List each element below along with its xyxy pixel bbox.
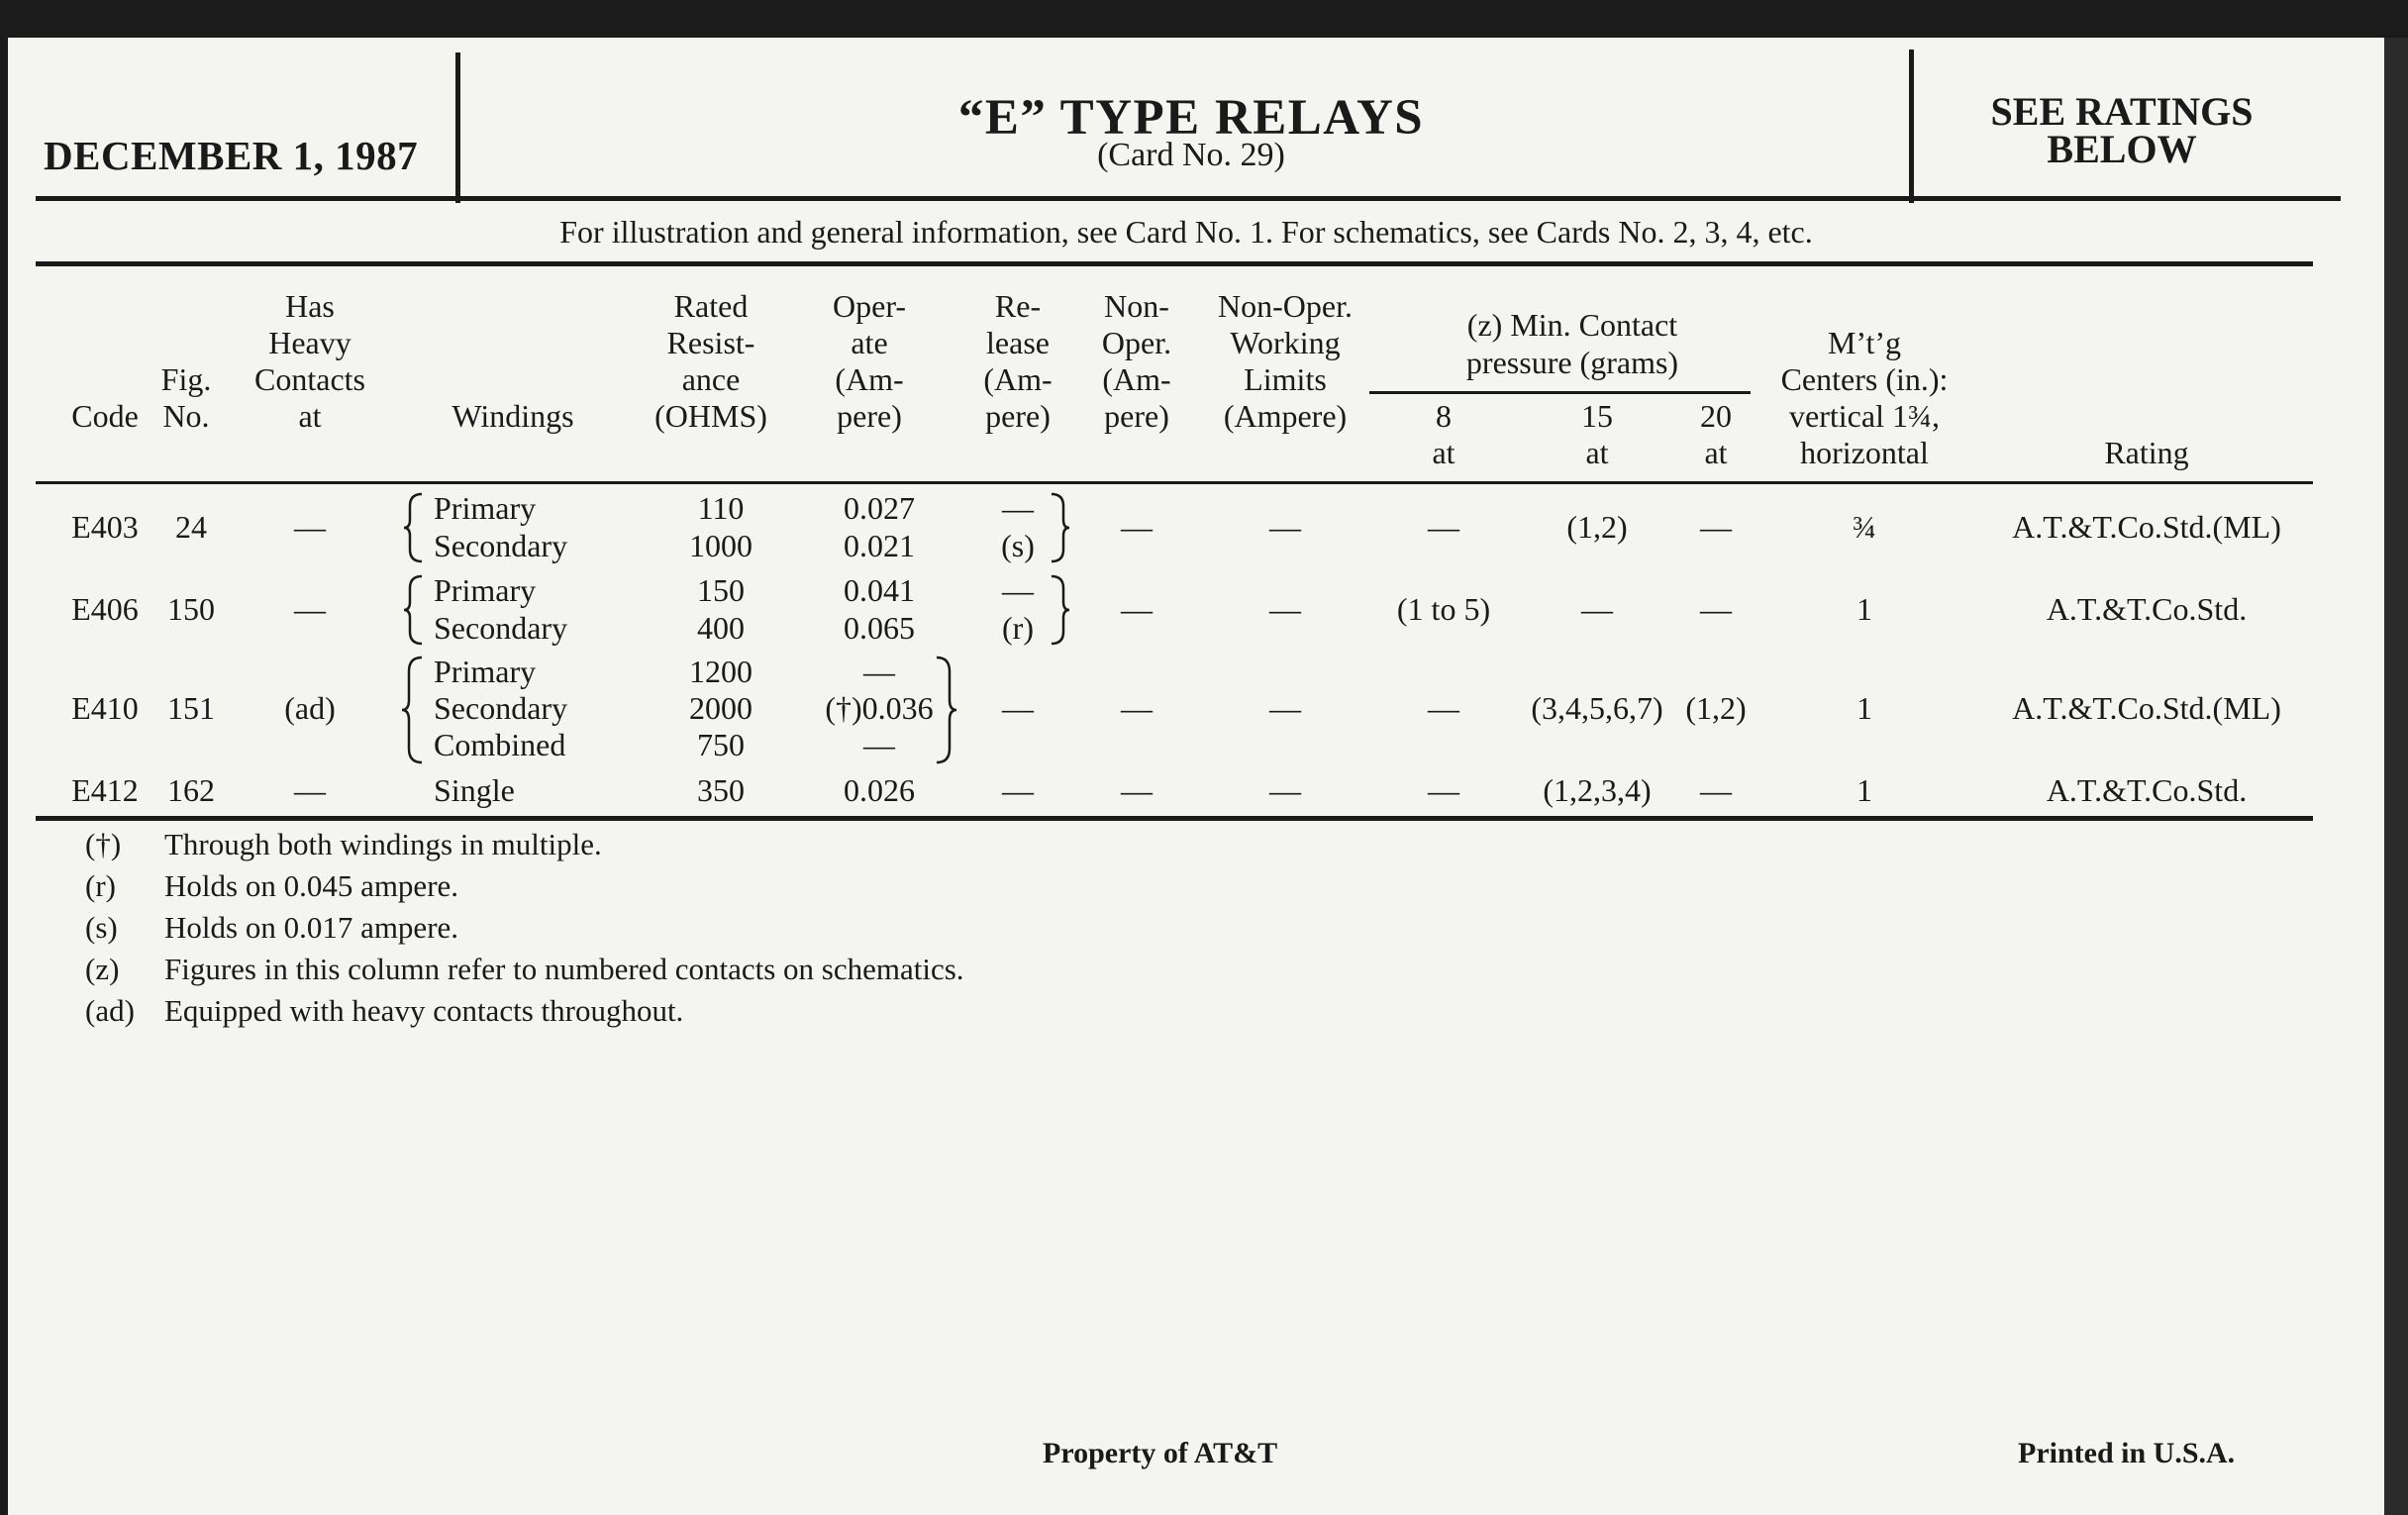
cell-fig: 150 bbox=[167, 591, 215, 627]
cell-mtg: ¾ bbox=[1853, 509, 1876, 545]
cell-p8: — bbox=[1428, 772, 1459, 808]
col-release-l2: lease bbox=[986, 325, 1050, 360]
col-nonoper-l1: Non- bbox=[1104, 288, 1169, 324]
table-bottom-rule bbox=[36, 816, 2313, 821]
cell-release: (r) bbox=[1002, 610, 1034, 646]
col-resist-l2: Resist- bbox=[666, 325, 755, 360]
cell-operate: — bbox=[863, 654, 895, 689]
cell-nonoper: — bbox=[1121, 772, 1153, 808]
cell-limits: — bbox=[1269, 509, 1301, 545]
cell-release: — bbox=[1002, 690, 1034, 726]
cell-release: — bbox=[1002, 772, 1034, 808]
cell-p15: (1,2) bbox=[1566, 509, 1628, 545]
col-p8-l2: at bbox=[1432, 435, 1455, 470]
col-heavy-l3: Contacts bbox=[254, 361, 365, 397]
col-mtg-l2: Centers (in.): bbox=[1780, 361, 1949, 397]
cell-heavy: — bbox=[294, 509, 326, 545]
footnote-text: Figures in this column refer to numbered contacts on schematics. bbox=[164, 952, 964, 986]
cell-rating: A.T.&T.Co.Std. bbox=[2046, 591, 2248, 627]
cell-p20: — bbox=[1700, 591, 1732, 627]
cell-code: E403 bbox=[71, 509, 139, 545]
cell-p15: (3,4,5,6,7) bbox=[1531, 690, 1663, 726]
card-title: “E” TYPE RELAYS bbox=[957, 90, 1425, 146]
col-heavy bbox=[231, 288, 389, 435]
col-p20-l2: at bbox=[1704, 435, 1728, 470]
cell-p15: (1,2,3,4) bbox=[1543, 772, 1652, 808]
footnote-mark: (ad) bbox=[85, 993, 135, 1028]
cell-fig: 151 bbox=[167, 690, 215, 726]
brace-right-icon bbox=[931, 654, 958, 766]
brace-right-icon bbox=[1048, 572, 1073, 648]
cell-nonoper: — bbox=[1121, 690, 1153, 726]
scan-edge bbox=[2384, 38, 2408, 1515]
cell-p8: — bbox=[1428, 690, 1459, 726]
col-limits-l1: Non-Oper. bbox=[1218, 288, 1353, 324]
cell-nonoper: — bbox=[1121, 509, 1153, 545]
cell-mtg: 1 bbox=[1856, 772, 1872, 808]
col-operate-l2: ate bbox=[851, 325, 888, 360]
see-ratings bbox=[1919, 89, 2325, 171]
cell-nonoper: — bbox=[1121, 591, 1153, 627]
card-date: DECEMBER 1, 1987 bbox=[44, 133, 419, 178]
footnote-text: Through both windings in multiple. bbox=[164, 827, 602, 861]
cell-rating: A.T.&T.Co.Std.(ML) bbox=[2012, 509, 2281, 545]
cell-release: (s) bbox=[1001, 528, 1035, 563]
col-windings bbox=[424, 398, 602, 435]
col-code bbox=[55, 398, 154, 435]
col-nonoper-l4: pere) bbox=[1104, 398, 1169, 434]
see-ratings-line1: SEE RATINGS bbox=[1990, 89, 2254, 134]
cell-p20: — bbox=[1700, 509, 1732, 545]
cell-rating: A.T.&T.Co.Std.(ML) bbox=[2012, 690, 2281, 726]
col-operate bbox=[800, 288, 939, 435]
col-heavy-l2: Heavy bbox=[268, 325, 351, 360]
col-mtg bbox=[1756, 325, 1973, 471]
col-p15-l2: at bbox=[1585, 435, 1609, 470]
cell-resist: 1200 bbox=[689, 654, 752, 689]
cell-winding: Combined bbox=[434, 727, 566, 762]
table-top-rule bbox=[36, 261, 2313, 266]
col-p20-l1: 20 bbox=[1700, 398, 1732, 434]
col-heavy-l1: Has bbox=[285, 288, 335, 324]
cell-fig: 24 bbox=[175, 509, 207, 545]
cell-operate: 0.026 bbox=[844, 772, 915, 808]
brace-left-icon bbox=[400, 654, 428, 766]
col-nonoper bbox=[1082, 288, 1191, 435]
cell-operate: 0.065 bbox=[844, 610, 915, 646]
card-subtitle: (Card No. 29) bbox=[1097, 137, 1285, 173]
col-fig-l1: Fig. bbox=[160, 361, 212, 397]
cell-p15: — bbox=[1581, 591, 1613, 627]
col-operate-l3: (Am- bbox=[835, 361, 904, 397]
cell-mtg: 1 bbox=[1856, 690, 1872, 726]
see-ratings-line2: BELOW bbox=[2047, 127, 2197, 171]
cell-resist: 750 bbox=[697, 727, 745, 762]
col-mtg-l3: vertical 1¾, bbox=[1789, 398, 1940, 434]
cell-code: E412 bbox=[71, 772, 139, 808]
cell-limits: — bbox=[1269, 690, 1301, 726]
footnote-text: Equipped with heavy contacts throughout. bbox=[164, 993, 684, 1028]
cell-winding: Single bbox=[434, 772, 515, 808]
header-divider-left bbox=[455, 52, 460, 203]
cell-rating: A.T.&T.Co.Std. bbox=[2046, 772, 2248, 808]
col-operate-l4: pere) bbox=[837, 398, 902, 434]
cell-fig: 162 bbox=[167, 772, 215, 808]
brace-left-icon bbox=[402, 572, 428, 648]
cell-p8: — bbox=[1428, 509, 1459, 545]
info-line: For illustration and general information, see Card No. 1. For schematics, see Cards No. 2, 3, 4, etc. bbox=[559, 214, 1813, 250]
cell-operate: — bbox=[863, 727, 895, 762]
cell-winding: Primary bbox=[434, 490, 537, 526]
footnote-text: Holds on 0.017 ampere. bbox=[164, 910, 459, 945]
col-nonoper-l3: (Am- bbox=[1102, 361, 1171, 397]
col-release bbox=[958, 288, 1077, 435]
col-resist-l1: Rated bbox=[673, 288, 749, 324]
cell-limits: — bbox=[1269, 591, 1301, 627]
cell-resist: 350 bbox=[697, 772, 745, 808]
cell-code: E410 bbox=[71, 690, 139, 726]
col-code-text: Code bbox=[71, 398, 139, 434]
col-release-l1: Re- bbox=[994, 288, 1042, 324]
footnote-mark: (†) bbox=[85, 827, 122, 861]
cell-heavy: — bbox=[294, 591, 326, 627]
pressure-group-rule bbox=[1369, 391, 1751, 394]
col-limits bbox=[1191, 288, 1379, 435]
col-p8-l1: 8 bbox=[1436, 398, 1452, 434]
relay-card bbox=[8, 38, 2384, 1515]
col-resist-l4: (OHMS) bbox=[654, 398, 767, 434]
col-limits-l2: Working bbox=[1230, 325, 1341, 360]
cell-mtg: 1 bbox=[1856, 591, 1872, 627]
footer-printed: Printed in U.S.A. bbox=[2018, 1437, 2236, 1469]
header-divider-right bbox=[1909, 50, 1914, 203]
col-fig-l2: No. bbox=[162, 398, 210, 434]
col-p15-l1: 15 bbox=[1581, 398, 1613, 434]
col-p15 bbox=[1533, 398, 1661, 471]
col-heavy-l4: at bbox=[298, 398, 322, 434]
col-pressure-l1: (z) Min. Contact bbox=[1466, 307, 1678, 343]
cell-heavy: — bbox=[294, 772, 326, 808]
cell-heavy: (ad) bbox=[284, 690, 336, 726]
cell-operate: 0.041 bbox=[844, 572, 915, 608]
cell-resist: 110 bbox=[697, 490, 745, 526]
footnote-mark: (z) bbox=[85, 952, 120, 986]
cell-release: — bbox=[1002, 490, 1034, 526]
cell-p20: (1,2) bbox=[1685, 690, 1747, 726]
col-release-l3: (Am- bbox=[983, 361, 1053, 397]
col-fig bbox=[151, 361, 221, 435]
cell-winding: Primary bbox=[434, 572, 537, 608]
header-rule bbox=[36, 196, 2341, 201]
col-release-l4: pere) bbox=[985, 398, 1051, 434]
cell-winding: Secondary bbox=[434, 528, 568, 563]
cell-winding: Secondary bbox=[434, 610, 568, 646]
col-limits-l4: (Ampere) bbox=[1223, 398, 1348, 434]
cell-p20: — bbox=[1700, 772, 1732, 808]
brace-left-icon bbox=[402, 490, 428, 565]
cell-winding: Secondary bbox=[434, 690, 568, 726]
cell-operate: (†)0.036 bbox=[825, 690, 934, 726]
col-rating bbox=[1978, 435, 2315, 471]
col-pressure-group bbox=[1374, 306, 1770, 381]
header-bottom-rule bbox=[36, 481, 2313, 484]
col-resist bbox=[622, 288, 800, 435]
cell-limits: — bbox=[1269, 772, 1301, 808]
col-nonoper-l2: Oper. bbox=[1101, 325, 1172, 360]
cell-resist: 2000 bbox=[689, 690, 752, 726]
footer-property: Property of AT&T bbox=[1043, 1437, 1278, 1469]
col-windings-text: Windings bbox=[452, 398, 574, 434]
cell-operate: 0.027 bbox=[844, 490, 915, 526]
col-rating-text: Rating bbox=[2104, 435, 2189, 470]
footnote-text: Holds on 0.045 ampere. bbox=[164, 868, 459, 903]
cell-resist: 1000 bbox=[689, 528, 752, 563]
cell-winding: Primary bbox=[434, 654, 537, 689]
cell-p8: (1 to 5) bbox=[1396, 591, 1491, 627]
col-mtg-l1: M’t’g bbox=[1827, 325, 1902, 360]
col-p8 bbox=[1389, 398, 1498, 471]
col-resist-l3: ance bbox=[681, 361, 741, 397]
cell-release: — bbox=[1002, 572, 1034, 608]
cell-resist: 150 bbox=[697, 572, 745, 608]
footnote-mark: (r) bbox=[85, 868, 116, 903]
cell-code: E406 bbox=[71, 591, 139, 627]
col-operate-l1: Oper- bbox=[833, 288, 906, 324]
brace-right-icon bbox=[1048, 490, 1073, 565]
col-p20 bbox=[1676, 398, 1756, 471]
cell-resist: 400 bbox=[697, 610, 745, 646]
col-mtg-l4: horizontal bbox=[1800, 435, 1929, 470]
col-limits-l3: Limits bbox=[1244, 361, 1327, 397]
footnote-mark: (s) bbox=[85, 910, 118, 945]
cell-operate: 0.021 bbox=[844, 528, 915, 563]
col-pressure-l2: pressure (grams) bbox=[1465, 345, 1679, 380]
